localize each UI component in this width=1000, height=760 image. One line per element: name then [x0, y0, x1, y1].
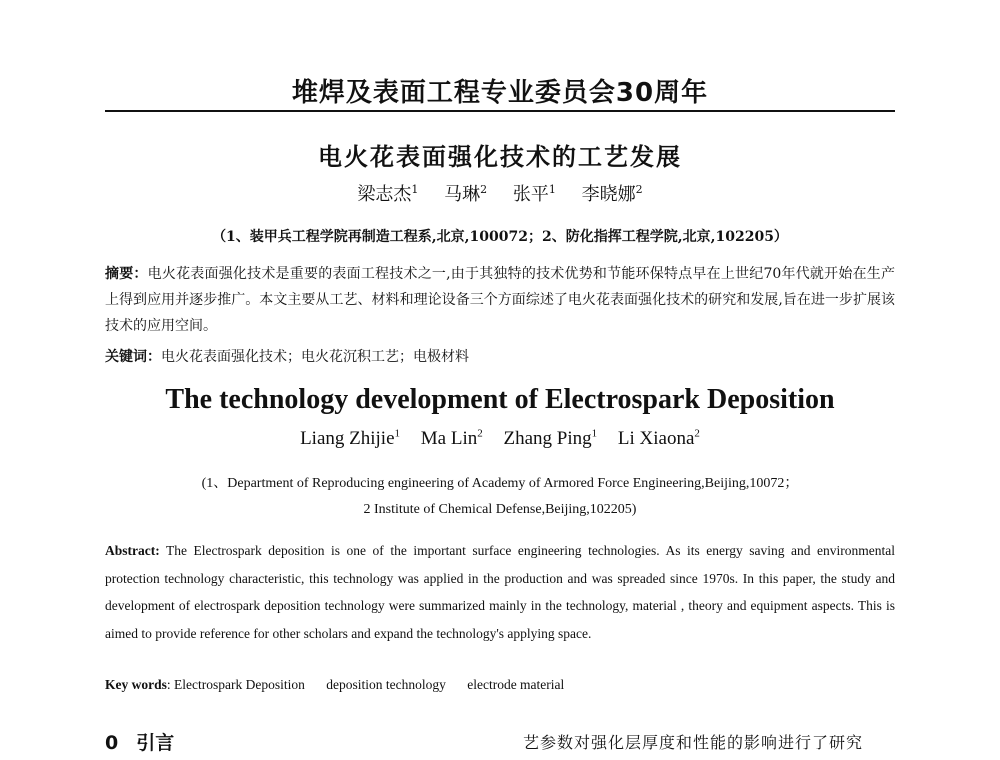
chinese-keywords — [105, 346, 895, 366]
section-title: 引言 — [136, 732, 175, 754]
chinese-keywords-text: 电火花表面强化技术；电火花沉积工艺；电极材料 — [161, 349, 469, 365]
english-keyword: deposition technology — [326, 677, 446, 692]
chinese-author: 梁志杰$^1$ — [357, 183, 419, 205]
section-number: 0 — [105, 732, 119, 754]
chinese-authors — [105, 180, 895, 206]
english-author: Liang Zhijie$^1$ — [300, 427, 401, 449]
chinese-abstract-label: 摘要： — [105, 266, 148, 282]
chinese-author: 李晓娜$^2$ — [581, 183, 643, 205]
header-rule — [105, 110, 895, 112]
english-author: Ma Lin$^2$ — [420, 427, 483, 449]
journal-header-title: 堆焊及表面工程专业委员会30周年 — [291, 78, 709, 108]
english-abstract — [105, 537, 895, 647]
section-heading — [105, 728, 174, 755]
chinese-abstract-text: 电火花表面强化技术是重要的表面工程技术之一,由于其独特的技术优势和节能环保特点早在上世纪70年代就开始在生产上得到应用并逐步推广。本文主要从工艺、材料和理论设备三个方面综述了电火花表面强化技术的研究和发展,旨在进一步扩展该技术的应用空间。 — [105, 266, 895, 334]
chinese-affiliation: （1、装甲兵工程学院再制造工程系,北京,100072；2、防化指挥工程学院,北京,102205） — [212, 229, 788, 245]
english-paper-title: The technology development of Electrospark Deposition — [165, 384, 835, 415]
english-abstract-label: Abstract: — [105, 543, 160, 558]
chinese-keywords-label: 关键词： — [105, 349, 161, 365]
chinese-author: 马琳$^2$ — [444, 183, 488, 205]
chinese-abstract — [105, 261, 895, 339]
right-column-text: 艺参数对强化层厚度和性能的影响进行了研究 — [523, 733, 864, 752]
english-keyword: Electrospark Deposition — [174, 677, 305, 692]
chinese-paper-title: 电火花表面强化技术的工艺发展 — [318, 143, 682, 171]
english-keywords-label: Key words — [105, 677, 167, 692]
chinese-author: 张平$^1$ — [512, 183, 556, 205]
english-affiliation-line-2: 2 Institute of Chemical Defense,Beijing,102205) — [363, 502, 637, 517]
english-abstract-text: The Electrospark deposition is one of the important surface engineering technologies. As its energy saving and environmental protection technology characteristic, this technology was applied in the production and was spreaded since 1970s. In this paper, the study and development of electrospark deposition technology were summarized mainly in the technology, material , theory and equipment aspects. This is aimed to provide reference for other scholars and expand the technology's applying space. — [105, 543, 895, 641]
english-keywords: Key words: Electrospark Deposition deposition technology electrode material — [105, 677, 565, 692]
english-author: Zhang Ping$^1$ — [503, 427, 598, 449]
english-affiliation-line-1: (1、Department of Reproducing engineering of Academy of Armored Force Engineering,Beijing,10072； — [201, 476, 799, 491]
english-keyword: electrode material — [467, 677, 565, 692]
english-affiliation — [105, 471, 895, 523]
english-author: Li Xiaona$^2$ — [617, 427, 700, 449]
english-authors — [105, 428, 895, 450]
